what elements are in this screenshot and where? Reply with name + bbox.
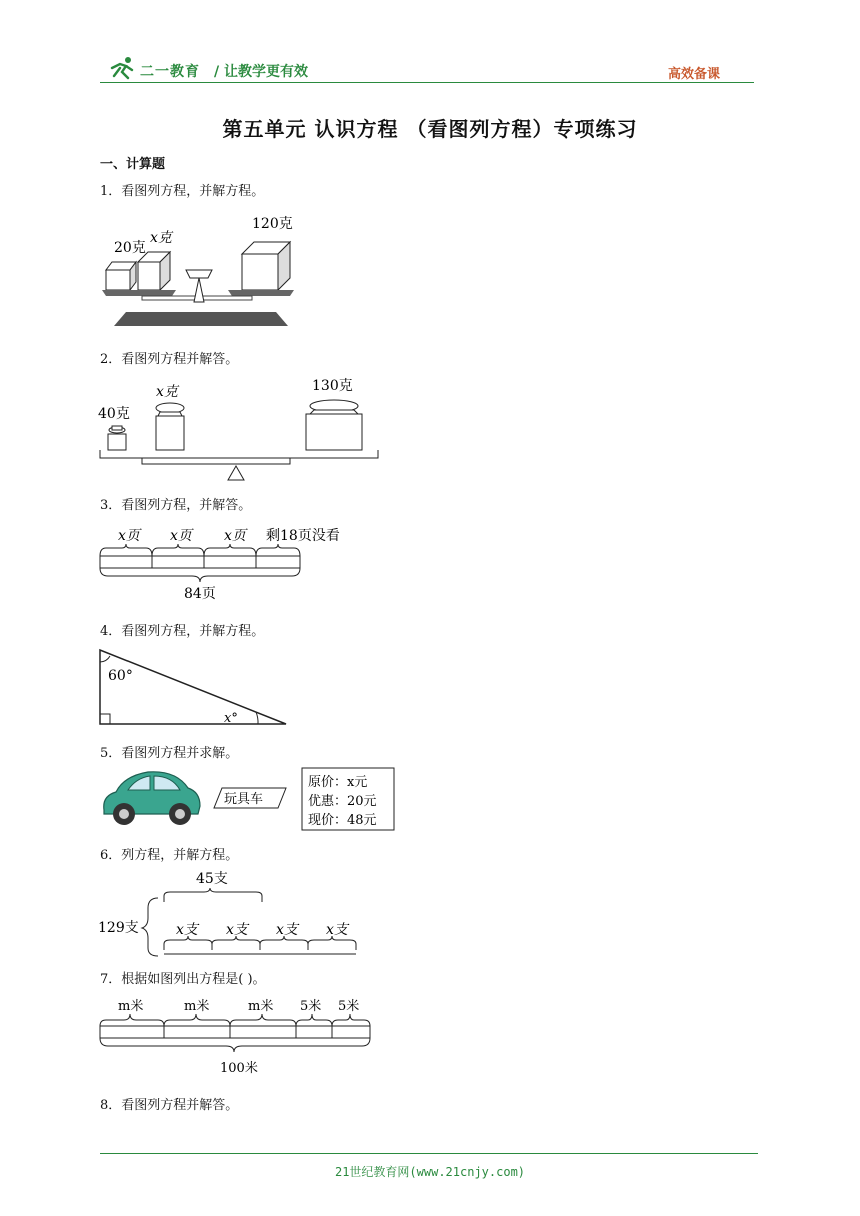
question-7-length-figure [96, 992, 386, 1080]
question-6-text: 6．列方程，并解方程。 [100, 848, 239, 863]
q7-label-f1: 5米 [300, 999, 322, 1014]
question-4-text: 4．看图列方程，并解方程。 [100, 624, 265, 639]
q2-label-a: 40克 [98, 406, 130, 422]
footer-divider [100, 1153, 758, 1154]
q6-label-s1: x支 [176, 922, 198, 938]
q3-label-seg3: x页 [224, 528, 246, 544]
runner-logo-icon [106, 56, 138, 80]
q7-label-total: 100米 [220, 1061, 258, 1076]
q7-label-m1: m米 [118, 999, 144, 1014]
question-2-text: 2．看图列方程并解答。 [100, 352, 239, 367]
footer-text: 21世纪教育网(www.21cnjy.com) [334, 1165, 526, 1179]
q6-label-s4: x支 [326, 922, 348, 938]
header-brand: 二一教育 [140, 64, 200, 80]
q6-label-top: 45支 [196, 871, 228, 887]
question-5-car-figure [96, 766, 396, 832]
question-5-text: 5．看图列方程并求解。 [100, 746, 239, 761]
q3-label-seg2: x页 [170, 528, 192, 544]
question-8-text: 8．看图列方程并解答。 [100, 1098, 239, 1113]
q5-line2: 优惠：20元 [308, 794, 377, 809]
q4-label-angle1: 60° [108, 668, 133, 684]
header-slogan: / 让教学更有效 [214, 64, 308, 80]
question-6-brush-figure [96, 866, 366, 958]
q5-tag-label: 玩具车 [224, 792, 264, 807]
q1-label-c: 120克 [252, 216, 293, 232]
q4-label-angle2: x° [224, 711, 238, 726]
q7-label-m3: m米 [248, 999, 274, 1014]
q3-label-total: 84页 [184, 586, 216, 602]
question-1-balance-figure [100, 208, 300, 332]
question-3-text: 3．看图列方程，并解答。 [100, 498, 252, 513]
header-divider [100, 82, 754, 83]
q6-label-s2: x支 [226, 922, 248, 938]
q1-label-b: x克 [150, 230, 172, 246]
q5-line1: 原价：x元 [308, 775, 368, 790]
q2-label-b: x克 [156, 384, 178, 400]
header-right-label: 高效备课 [667, 67, 720, 82]
q7-label-f2: 5米 [338, 999, 360, 1014]
question-7-text: 7．根据如图列出方程是( )。 [100, 972, 266, 987]
q7-label-m2: m米 [184, 999, 210, 1014]
q6-label-s3: x支 [276, 922, 298, 938]
toy-car-icon [104, 772, 200, 825]
q1-label-a: 20克 [114, 240, 146, 256]
q6-label-total: 129支 [98, 920, 139, 936]
q5-line3: 现价：48元 [308, 813, 377, 828]
q3-label-rest: 剩18页没看 [266, 528, 340, 544]
question-2-balance-figure [96, 372, 386, 488]
q2-label-c: 130克 [312, 378, 353, 394]
page-title: 第五单元 认识方程 （看图列方程）专项练习 [222, 117, 638, 141]
section-heading: 一、计算题 [100, 157, 166, 172]
q3-label-seg1: x页 [118, 528, 140, 544]
question-4-triangle-figure [96, 646, 296, 730]
question-1-text: 1．看图列方程，并解方程。 [100, 184, 265, 199]
question-3-pages-figure [96, 520, 366, 602]
